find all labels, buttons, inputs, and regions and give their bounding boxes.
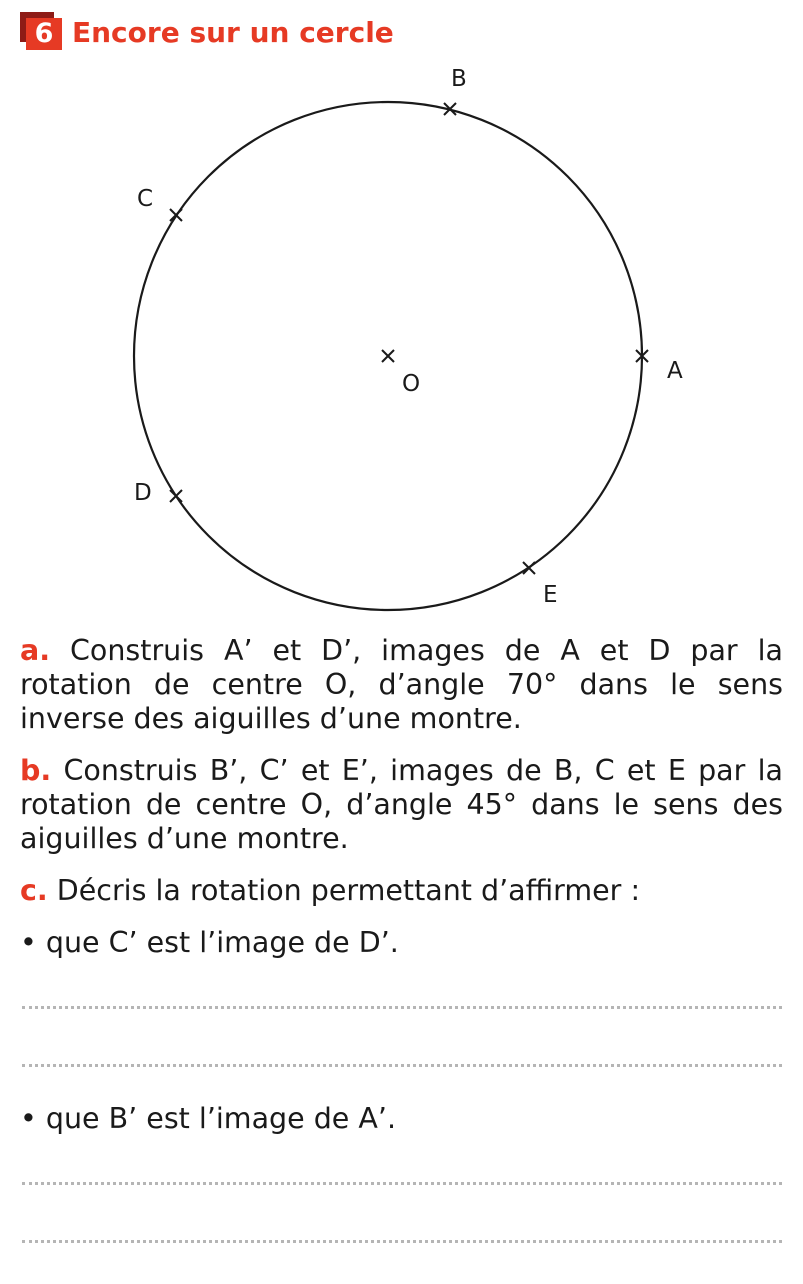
question-a-letter: a.	[20, 634, 51, 667]
answer-line[interactable]	[22, 1006, 782, 1009]
exercise-number: 6	[26, 18, 62, 50]
question-a-text: Construis A’ et D’, images de A et D par la rotation de centre O, d’angle 70° dans le sens inverse des aiguilles d’une montre.	[20, 634, 783, 735]
question-c-text: Décris la rotation permettant d’affirmer :	[56, 874, 641, 907]
point-O-label: O	[402, 371, 421, 397]
answer-line[interactable]	[22, 1064, 782, 1067]
question-b-text: Construis B’, C’ et E’, images de B, C et E par la rotation de centre O, d’angle 45° dans le sens des aiguilles d’une montre.	[20, 754, 783, 855]
exercise-title: Encore sur un cercle	[72, 16, 394, 49]
point-A-label: A	[667, 358, 683, 384]
bullet-item: • que C’ est l’image de D’.	[20, 926, 399, 959]
point-marks	[170, 103, 648, 574]
question-b-letter: b.	[20, 754, 52, 787]
point-C-mark	[170, 209, 182, 221]
point-B-label: B	[451, 66, 467, 92]
point-O-mark	[382, 350, 394, 362]
question-b	[20, 754, 783, 856]
point-E-label: E	[543, 582, 558, 608]
bullet-item: • que B’ est l’image de A’.	[20, 1102, 397, 1135]
point-D-label: D	[134, 480, 152, 506]
question-a	[20, 634, 783, 736]
answer-line[interactable]	[22, 1240, 782, 1243]
point-E-mark	[523, 562, 535, 574]
question-c-letter: c.	[20, 874, 48, 907]
point-D-mark	[170, 490, 182, 502]
point-C-label: C	[137, 186, 154, 212]
answer-line[interactable]	[22, 1182, 782, 1185]
circle-figure	[0, 60, 803, 620]
exercise-number-badge	[20, 12, 62, 50]
question-c	[20, 874, 783, 908]
